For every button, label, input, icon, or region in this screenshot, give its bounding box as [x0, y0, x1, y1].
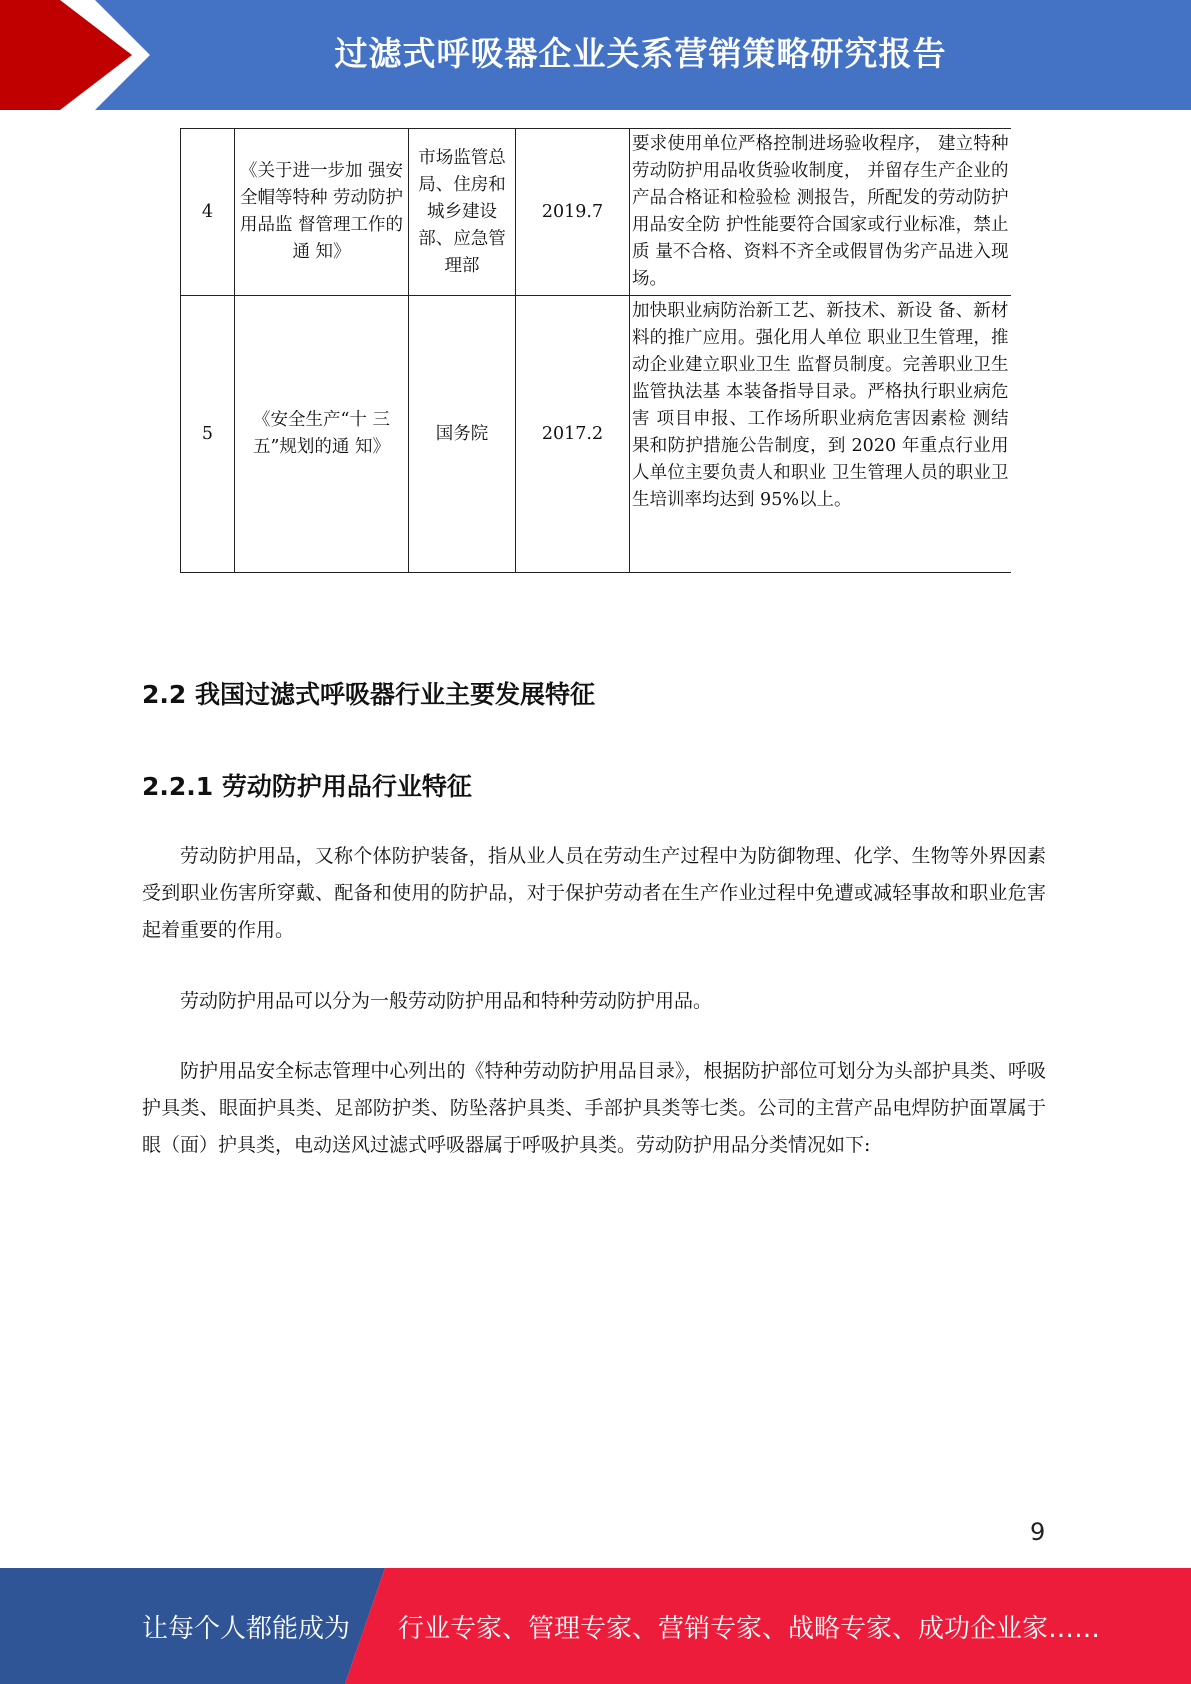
section-heading: 2.2 我国过滤式呼吸器行业主要发展特征	[142, 680, 595, 709]
page-footer	[0, 1568, 1191, 1684]
page-number: 9	[1030, 1518, 1046, 1546]
policy-issuer: 市场监管总局、住房和城乡建设部、应急管理部	[409, 129, 516, 296]
policy-name: 《关于进一步加 强安全帽等特种 劳动防护用品监 督管理工作的通 知》	[235, 129, 409, 296]
table-row	[181, 129, 1011, 296]
footer-slogan-left: 让每个人都能成为	[142, 1614, 351, 1644]
body-paragraph: 劳动防护用品，又称个体防护装备，指从业人员在劳动生产过程中为防御物理、化学、生物等外界因素受到职业伤害所穿戴、配备和使用的防护品，对于保护劳动者在生产作业过程中免遭或减轻事故和职业危害起着重要的作用。	[142, 845, 1046, 941]
policy-content: 加快职业病防治新工艺、新技术、新设 备、新材料的推广应用。强化用人单位 职业卫生管理，推动企业建立职业卫生 监督员制度。完善职业卫生监管执法基 本装备指导目录。严格执行职业病危害 项目申报、工作场所职业病危害因素检 测结果和防护措施公告制度，到 2020 年重点行业用人单位主要负责人和职业 卫生管理人员的职业卫生培训率均达到 95%以上。	[630, 296, 1011, 573]
row-number: 4	[181, 129, 235, 296]
policy-content: 要求使用单位严格控制进场验收程序， 建立特种劳动防护用品收货验收制度， 并留存生产企业的产品合格证和检验检 测报告，所配发的劳动防护用品安全防 护性能要符合国家或行业标准，禁止质 量不合格、资料不齐全或假冒伪劣产品进入现场。	[630, 129, 1011, 296]
body-paragraph: 防护用品安全标志管理中心列出的《特种劳动防护用品目录》，根据防护部位可划分为头部护具类、呼吸护具类、眼面护具类、足部防护类、防坠落护具类、手部护具类等七类。公司的主营产品电焊防护面罩属于眼（面）护具类，电动送风过滤式呼吸器属于呼吸护具类。劳动防护用品分类情况如下:	[142, 1060, 1046, 1156]
report-title: 过滤式呼吸器企业关系营销策略研究报告	[334, 34, 947, 73]
footer-slogan-right: 行业专家、管理专家、营销专家、战略专家、成功企业家……	[398, 1614, 1101, 1644]
policy-date: 2017.2	[516, 296, 630, 573]
subsection-heading: 2.2.1 劳动防护用品行业特征	[142, 772, 472, 801]
table-row	[181, 296, 1011, 573]
row-number: 5	[181, 296, 235, 573]
policy-table	[180, 128, 1011, 573]
policy-issuer: 国务院	[409, 296, 516, 573]
policy-date: 2019.7	[516, 129, 630, 296]
page-header	[0, 0, 1191, 110]
policy-name: 《安全生产“十 三五”规划的通 知》	[235, 296, 409, 573]
body-paragraph: 劳动防护用品可以分为一般劳动防护用品和特种劳动防护用品。	[180, 990, 713, 1012]
